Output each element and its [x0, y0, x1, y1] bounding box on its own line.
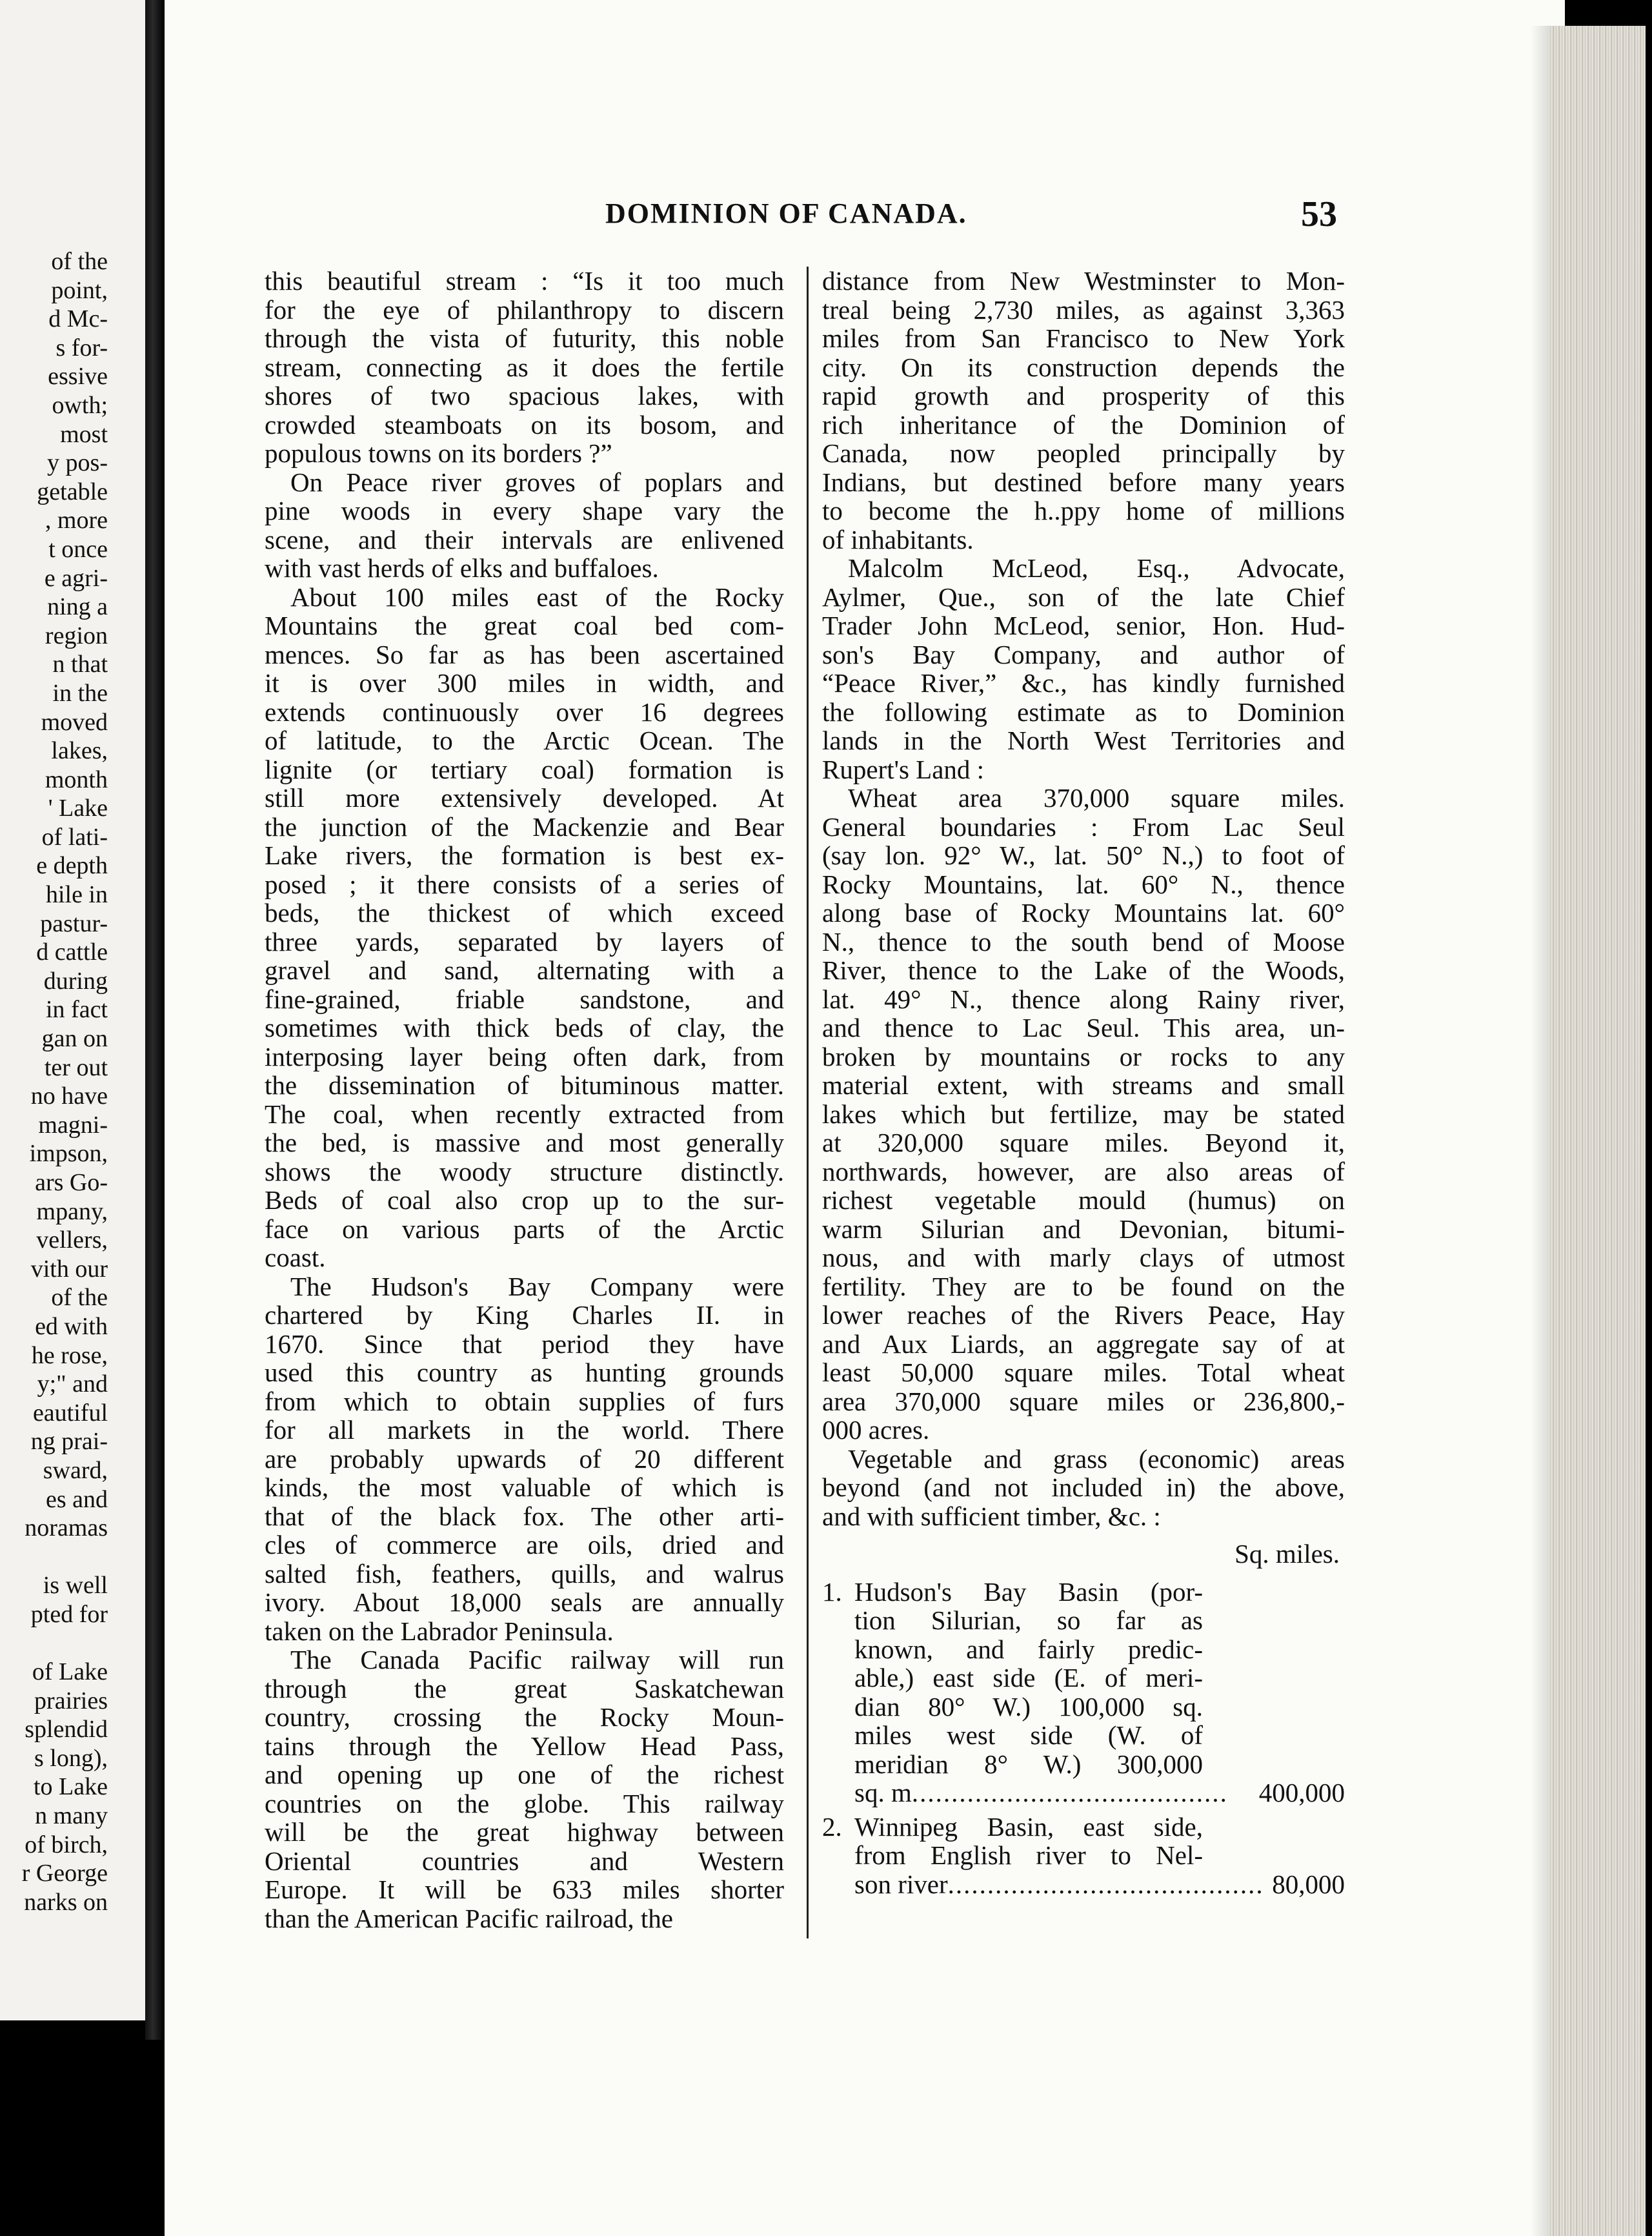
text-line: River, thence to the Lake of the Woods,: [822, 955, 1345, 985]
text-line: country, crossing the Rocky Moun-: [265, 1702, 784, 1732]
text-line: Canada, now peopled principally by: [822, 438, 1345, 468]
facing-fragment-line: n that: [52, 651, 108, 678]
dot-leader: ........................................: [911, 1778, 1228, 1807]
text-line: and thence to Lac Seul. This area, un-: [822, 1013, 1345, 1042]
facing-fragment-line: of the: [51, 248, 108, 275]
text-line: city. On its construction depends the: [822, 352, 1345, 382]
facing-fragment-line: r George: [21, 1860, 108, 1887]
facing-fragment-line: mpany,: [36, 1197, 108, 1225]
text-line: 1670. Since that period they have: [265, 1328, 784, 1359]
text-line: Europe. It will be 633 miles shorter: [265, 1875, 784, 1904]
leader-text: son river: [854, 1869, 948, 1899]
facing-fragment-line: ng prai-: [30, 1428, 108, 1456]
text-line: warm Silurian and Devonian, bitumi-: [822, 1214, 1345, 1244]
area-table: [822, 1578, 1345, 1899]
text-line: the junction of the Mackenzie and Bear: [265, 811, 784, 842]
text-line: the bed, is massive and most generally: [265, 1128, 784, 1157]
text-line: Rupert's Land :: [822, 754, 985, 784]
text-line: Oriental countries and Western: [265, 1845, 784, 1876]
facing-fragment-line: , more: [45, 507, 108, 534]
text-line: The Canada Pacific railway will run: [290, 1645, 784, 1674]
facing-fragment-line: impson,: [29, 1140, 108, 1168]
text-line: mences. So far as has been ascertained: [265, 639, 784, 669]
text-line: About 100 miles east of the Rocky: [290, 582, 784, 612]
text-line: used this country as hunting grounds: [265, 1357, 784, 1387]
text-line: The coal, when recently extracted from: [265, 1099, 784, 1129]
text-line: and Aux Liards, an aggregate say of at: [822, 1328, 1345, 1359]
facing-fragment-line: gan on: [41, 1025, 108, 1053]
text-line: crowded steamboats on its bosom, and: [265, 409, 784, 440]
item-line: dian 80° W.) 100,000 sq.: [854, 1691, 1203, 1722]
text-line: Malcolm McLeod, Esq., Advocate,: [848, 553, 1345, 583]
paragraph: [265, 583, 784, 1272]
right-text-column: [822, 267, 1345, 1898]
text-line: treal being 2,730 miles, as against 3,363: [822, 294, 1345, 325]
text-line: fine-grained, friable sandstone, and: [265, 984, 784, 1014]
item-line: known, and fairly predic-: [854, 1634, 1203, 1664]
text-line: this beautiful stream : “Is it too much: [265, 266, 784, 296]
text-line: N., thence to the south bend of Moose: [822, 926, 1345, 957]
facing-fragment-line: magni-: [38, 1111, 108, 1139]
text-line: richest vegetable mould (humus) on: [822, 1185, 1345, 1215]
text-line: with vast herds of elks and buffaloes.: [265, 553, 659, 583]
text-line: through the great Saskatchewan: [265, 1673, 784, 1703]
text-line: gravel and sand, alternating with a: [265, 955, 784, 985]
paragraph: [265, 267, 784, 468]
item-line: Hudson's Bay Basin (por-: [854, 1576, 1203, 1607]
text-line: The Hudson's Bay Company were: [290, 1271, 784, 1301]
item-description: [854, 1811, 1264, 1899]
text-line: Lake rivers, the formation is best ex-: [265, 840, 784, 870]
text-line: for all markets in the world. There: [265, 1415, 784, 1445]
facing-fragment-line: ning a: [47, 593, 108, 621]
facing-fragment-line: in the: [52, 679, 108, 707]
text-line: still more extensively developed. At: [265, 783, 784, 813]
facing-fragment-line: e depth: [36, 852, 108, 880]
text-line: through the vista of futurity, this noble: [265, 323, 784, 353]
facing-fragment-line: getable: [37, 478, 108, 505]
facing-fragment-line: narks on: [24, 1888, 108, 1916]
facing-fragment-line: prairies: [34, 1687, 108, 1714]
facing-fragment-line: no have: [30, 1082, 108, 1110]
text-line: salted fish, feathers, quills, and walrus: [265, 1558, 784, 1589]
text-line: shows the woody structure distinctly.: [265, 1156, 784, 1186]
facing-fragment-line: point,: [51, 276, 108, 304]
facing-fragment-line: d cattle: [36, 939, 108, 966]
facing-fragment-line: region: [45, 622, 108, 649]
facing-fragment-line: s long),: [34, 1744, 108, 1772]
text-line: beds, the thickest of which exceed: [265, 898, 784, 928]
facing-fragment-line: ' Lake: [48, 795, 108, 822]
text-line: “Peace River,” &c., has kindly furnished: [822, 668, 1345, 698]
text-line: Rocky Mountains, lat. 60° N., thence: [822, 869, 1345, 899]
text-line: and with sufficient timber, &c. :: [822, 1501, 1161, 1531]
item-description: [854, 1576, 1228, 1807]
text-line: General boundaries : From Lac Seul: [822, 811, 1345, 842]
text-line: broken by mountains or rocks to any: [822, 1041, 1345, 1072]
item-line: tion Silurian, so far as: [854, 1605, 1203, 1635]
facing-fragment-line: y;" and: [37, 1370, 108, 1398]
item-leader-line: [854, 1778, 1228, 1807]
text-line: miles from San Francisco to New York: [822, 323, 1345, 353]
text-line: for the eye of philanthropy to discern: [265, 294, 784, 325]
text-line: populous towns on its borders ?”: [265, 438, 612, 468]
facing-fragment-line: y pos-: [47, 449, 108, 477]
text-line: son's Bay Company, and author of: [822, 639, 1345, 669]
text-line: rapid growth and prosperity of this: [822, 381, 1345, 411]
paragraph: [265, 1272, 784, 1646]
item-line: meridian 8° W.) 300,000: [854, 1749, 1203, 1779]
text-line: northwards, however, are also areas of: [822, 1156, 1345, 1186]
text-line: scene, and their intervals are enlivened: [265, 524, 784, 554]
facing-fragment-line: pted for: [30, 1600, 108, 1628]
facing-fragment-line: hile in: [45, 881, 108, 909]
page-block-edge: [1549, 26, 1646, 2236]
text-line: from which to obtain supplies of furs: [265, 1386, 784, 1416]
left-text-column: [265, 267, 784, 1933]
paragraph: [265, 468, 784, 583]
text-line: of inhabitants.: [822, 524, 974, 554]
facing-fragment-line: es and: [45, 1485, 108, 1513]
text-line: sometimes with thick beds of clay, the: [265, 1013, 784, 1042]
text-line: Trader John McLeod, senior, Hon. Hud-: [822, 611, 1345, 640]
text-line: 000 acres.: [822, 1415, 930, 1445]
text-line: nous, and with marly clays of utmost: [822, 1243, 1345, 1272]
table-unit-header: Sq. miles.: [1234, 1539, 1340, 1569]
facing-fragment-line: d Mc-: [48, 305, 108, 333]
text-line: at 320,000 square miles. Beyond it,: [822, 1128, 1345, 1157]
facing-fragment-line: ars Go-: [35, 1169, 108, 1196]
facing-fragment-line: of the: [51, 1284, 108, 1312]
text-line: cles of commerce are oils, dried and: [265, 1530, 784, 1560]
facing-fragment-line: n many: [35, 1802, 108, 1830]
text-line: along base of Rocky Mountains lat. 60°: [822, 898, 1345, 928]
text-line: rich inheritance of the Dominion of: [822, 409, 1345, 440]
text-line: pine woods in every shape vary the: [265, 496, 784, 525]
item-number: 2.: [822, 1811, 842, 1842]
text-line: lat. 49° N., thence along Rainy river,: [822, 984, 1345, 1014]
text-line: stream, connecting as it does the fertile: [265, 352, 784, 382]
text-line: than the American Pacific railroad, the: [265, 1903, 673, 1933]
paragraph: [822, 554, 1345, 784]
facing-fragment-line: vellers,: [36, 1226, 108, 1254]
text-line: three yards, separated by layers of: [265, 926, 784, 957]
text-line: the following estimate as to Dominion: [822, 696, 1345, 727]
text-line: posed ; it there consists of a series of: [265, 869, 784, 899]
right-column-paragraphs: [822, 267, 1345, 1530]
text-line: area 370,000 square miles or 236,800,-: [822, 1386, 1345, 1416]
facing-fragment-line: sward,: [43, 1456, 108, 1484]
facing-fragment-line: eautiful: [32, 1399, 108, 1427]
text-line: tains through the Yellow Head Pass,: [265, 1731, 784, 1761]
item-line: from English river to Nel-: [854, 1840, 1203, 1870]
text-line: ivory. About 18,000 seals are annually: [265, 1587, 784, 1617]
leader-text: sq. m: [854, 1778, 912, 1807]
facing-fragment-line: lakes,: [51, 737, 108, 765]
facing-fragment-line: t once: [48, 535, 108, 563]
facing-fragment-line: essive: [48, 363, 108, 391]
text-line: material extent, with streams and small: [822, 1070, 1345, 1100]
facing-fragment-line: [22, 1629, 108, 1658]
item-amount: 400,000: [1258, 1778, 1345, 1807]
text-line: chartered by King Charles II. in: [265, 1300, 784, 1330]
text-line: will be the great highway between: [265, 1817, 784, 1847]
column-divider-rule: [807, 267, 809, 1938]
paragraph: [822, 784, 1345, 1445]
text-line: Indians, but destined before many years: [822, 467, 1345, 497]
paragraph: [265, 1645, 784, 1933]
table-row: [822, 1578, 1345, 1807]
facing-fragment-line: ed with: [35, 1312, 108, 1340]
paragraph: [822, 1445, 1345, 1531]
facing-fragment-line: is well: [43, 1572, 108, 1600]
text-line: to become the h..ppy home of millions: [822, 496, 1345, 525]
facing-fragment-line: of lati-: [41, 823, 108, 851]
text-line: Aylmer, Que., son of the late Chief: [822, 582, 1345, 612]
text-line: of latitude, to the Arctic Ocean. The: [265, 726, 784, 755]
text-line: countries on the globe. This railway: [265, 1788, 784, 1818]
paragraph: [822, 267, 1345, 554]
facing-fragment-line: moved: [41, 708, 108, 736]
text-line: shores of two spacious lakes, with: [265, 381, 784, 411]
text-line: taken on the Labrador Peninsula.: [265, 1616, 614, 1646]
facing-fragment-line: e agri-: [44, 564, 108, 592]
facing-fragment-line: he rose,: [31, 1341, 108, 1369]
text-line: kinds, the most valuable of which is: [265, 1472, 784, 1502]
facing-fragment-line: month: [45, 766, 108, 793]
facing-page-text-fragments: [22, 247, 108, 1916]
text-line: distance from New Westminster to Mon-: [822, 266, 1345, 296]
text-line: Beds of coal also crop up to the sur-: [265, 1185, 784, 1215]
text-line: extends continuously over 16 degrees: [265, 696, 784, 727]
facing-fragment-line: ter out: [44, 1053, 108, 1081]
table-row: [822, 1813, 1345, 1899]
text-line: (say lon. 92° W., lat. 50° N.,) to foot of: [822, 840, 1345, 870]
facing-fragment-line: pastur-: [40, 910, 108, 937]
facing-fragment-line: [22, 1543, 108, 1572]
text-line: On Peace river groves of poplars and: [290, 467, 784, 497]
text-line: lands in the North West Territories and: [822, 726, 1345, 755]
facing-fragment-line: of Lake: [32, 1658, 108, 1686]
text-line: face on various parts of the Arctic: [265, 1214, 784, 1244]
text-line: lignite (or tertiary coal) formation is: [265, 754, 784, 784]
facing-fragment-line: s for-: [55, 334, 108, 361]
facing-fragment-line: of birch,: [25, 1831, 108, 1858]
facing-fragment-line: vith our: [30, 1255, 108, 1283]
item-line: Winnipeg Basin, east side,: [854, 1811, 1203, 1842]
page-number: 53: [1301, 194, 1337, 234]
item-line: miles west side (W. of: [854, 1720, 1203, 1750]
facing-fragment-line: most: [60, 420, 108, 448]
item-amount: 80,000: [1272, 1869, 1345, 1899]
text-line: beyond (and not included in) the above,: [822, 1472, 1345, 1502]
text-line: Wheat area 370,000 square miles.: [848, 783, 1345, 813]
facing-page: [0, 0, 145, 2020]
item-number: 1.: [822, 1576, 842, 1607]
text-line: coast.: [265, 1243, 326, 1272]
text-line: the dissemination of bituminous matter.: [265, 1070, 784, 1100]
book-gutter: [145, 0, 165, 2040]
text-line: lower reaches of the Rivers Peace, Hay: [822, 1300, 1345, 1330]
item-leader-line: [854, 1869, 1264, 1899]
facing-fragment-line: in fact: [45, 996, 108, 1024]
text-line: interposing layer being often dark, from: [265, 1041, 784, 1072]
item-line: able,) east side (E. of meri-: [854, 1663, 1203, 1692]
facing-fragment-line: noramas: [25, 1514, 108, 1542]
text-line: Vegetable and grass (economic) areas: [848, 1443, 1345, 1474]
dot-leader: ........................................: [947, 1869, 1264, 1899]
text-line: least 50,000 square miles. Total wheat: [822, 1357, 1345, 1387]
facing-fragment-line: to Lake: [33, 1773, 108, 1801]
text-line: are probably upwards of 20 different: [265, 1443, 784, 1474]
facing-fragment-line: during: [43, 967, 108, 995]
text-line: Mountains the great coal bed com-: [265, 611, 784, 640]
text-line: that of the black fox. The other arti-: [265, 1501, 784, 1531]
facing-fragment-line: owth;: [52, 391, 108, 419]
text-line: fertility. They are to be found on the: [822, 1271, 1345, 1301]
text-line: it is over 300 miles in width, and: [265, 668, 784, 698]
text-line: and opening up one of the richest: [265, 1760, 784, 1789]
running-head: DOMINION OF CANADA.: [605, 198, 967, 229]
facing-fragment-line: splendid: [25, 1716, 108, 1743]
text-line: lakes which but fertilize, may be stated: [822, 1099, 1345, 1129]
